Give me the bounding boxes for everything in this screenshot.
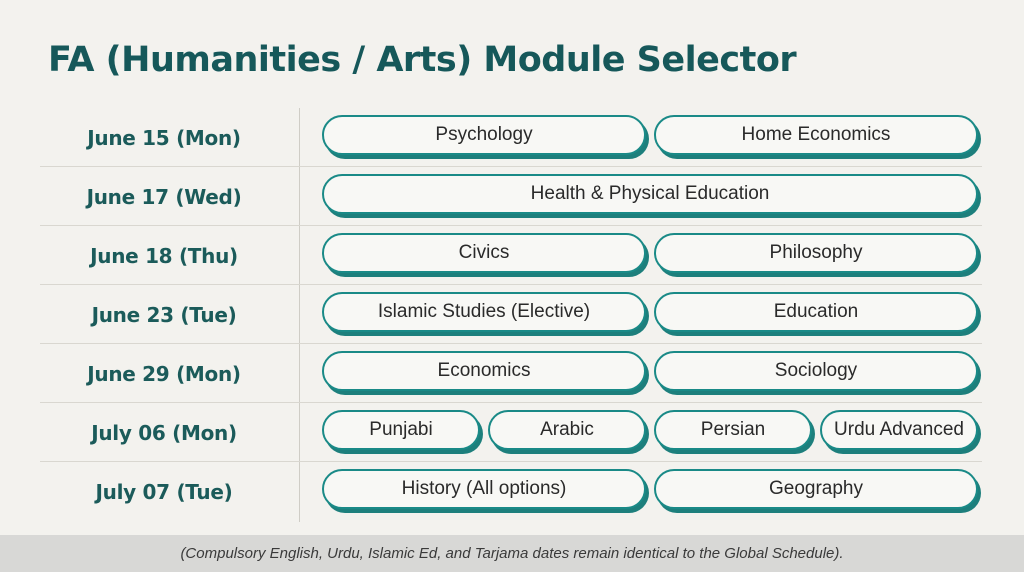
date-label: June 18 (Thu) (90, 243, 238, 268)
module-group (322, 292, 978, 336)
module-chip-punjabi[interactable]: Punjabi (322, 410, 480, 450)
schedule-row (40, 285, 982, 344)
schedule-row (40, 403, 982, 462)
date-label: June 29 (Mon) (87, 361, 241, 386)
schedule-table (40, 108, 982, 521)
module-chip-geography[interactable]: Geography (654, 469, 978, 509)
module-chip-education[interactable]: Education (654, 292, 978, 332)
module-chip-urdu-advanced[interactable]: Urdu Advanced (820, 410, 978, 450)
date-label: July 06 (Mon) (91, 420, 237, 445)
module-chip-civics[interactable]: Civics (322, 233, 646, 273)
module-group (322, 469, 978, 513)
module-chip-psychology[interactable]: Psychology (322, 115, 646, 155)
module-group (322, 115, 978, 159)
module-chip-economics[interactable]: Economics (322, 351, 646, 391)
module-group (322, 233, 978, 277)
module-group (322, 174, 978, 218)
schedule-row (40, 167, 982, 226)
module-chip-islamic-studies-elective[interactable]: Islamic Studies (Elective) (322, 292, 646, 332)
module-chip-home-economics[interactable]: Home Economics (654, 115, 978, 155)
module-group (322, 410, 978, 454)
footer-note: (Compulsory English, Urdu, Islamic Ed, and Tarjama dates remain identical to the Global Schedule). (0, 535, 1024, 572)
date-label: June 15 (Mon) (87, 125, 241, 150)
module-chip-history-all-options[interactable]: History (All options) (322, 469, 646, 509)
date-label: June 23 (Tue) (91, 302, 237, 327)
schedule-row (40, 226, 982, 285)
module-chip-sociology[interactable]: Sociology (654, 351, 978, 391)
schedule-row (40, 462, 982, 521)
module-chip-health-physical-education[interactable]: Health & Physical Education (322, 174, 978, 214)
page-title: FA (Humanities / Arts) Module Selector (48, 40, 797, 80)
date-label: July 07 (Tue) (95, 479, 233, 504)
module-group (322, 351, 978, 395)
schedule-row (40, 108, 982, 167)
module-chip-arabic[interactable]: Arabic (488, 410, 646, 450)
date-label: June 17 (Wed) (86, 184, 242, 209)
schedule-row (40, 344, 982, 403)
module-chip-philosophy[interactable]: Philosophy (654, 233, 978, 273)
module-chip-persian[interactable]: Persian (654, 410, 812, 450)
